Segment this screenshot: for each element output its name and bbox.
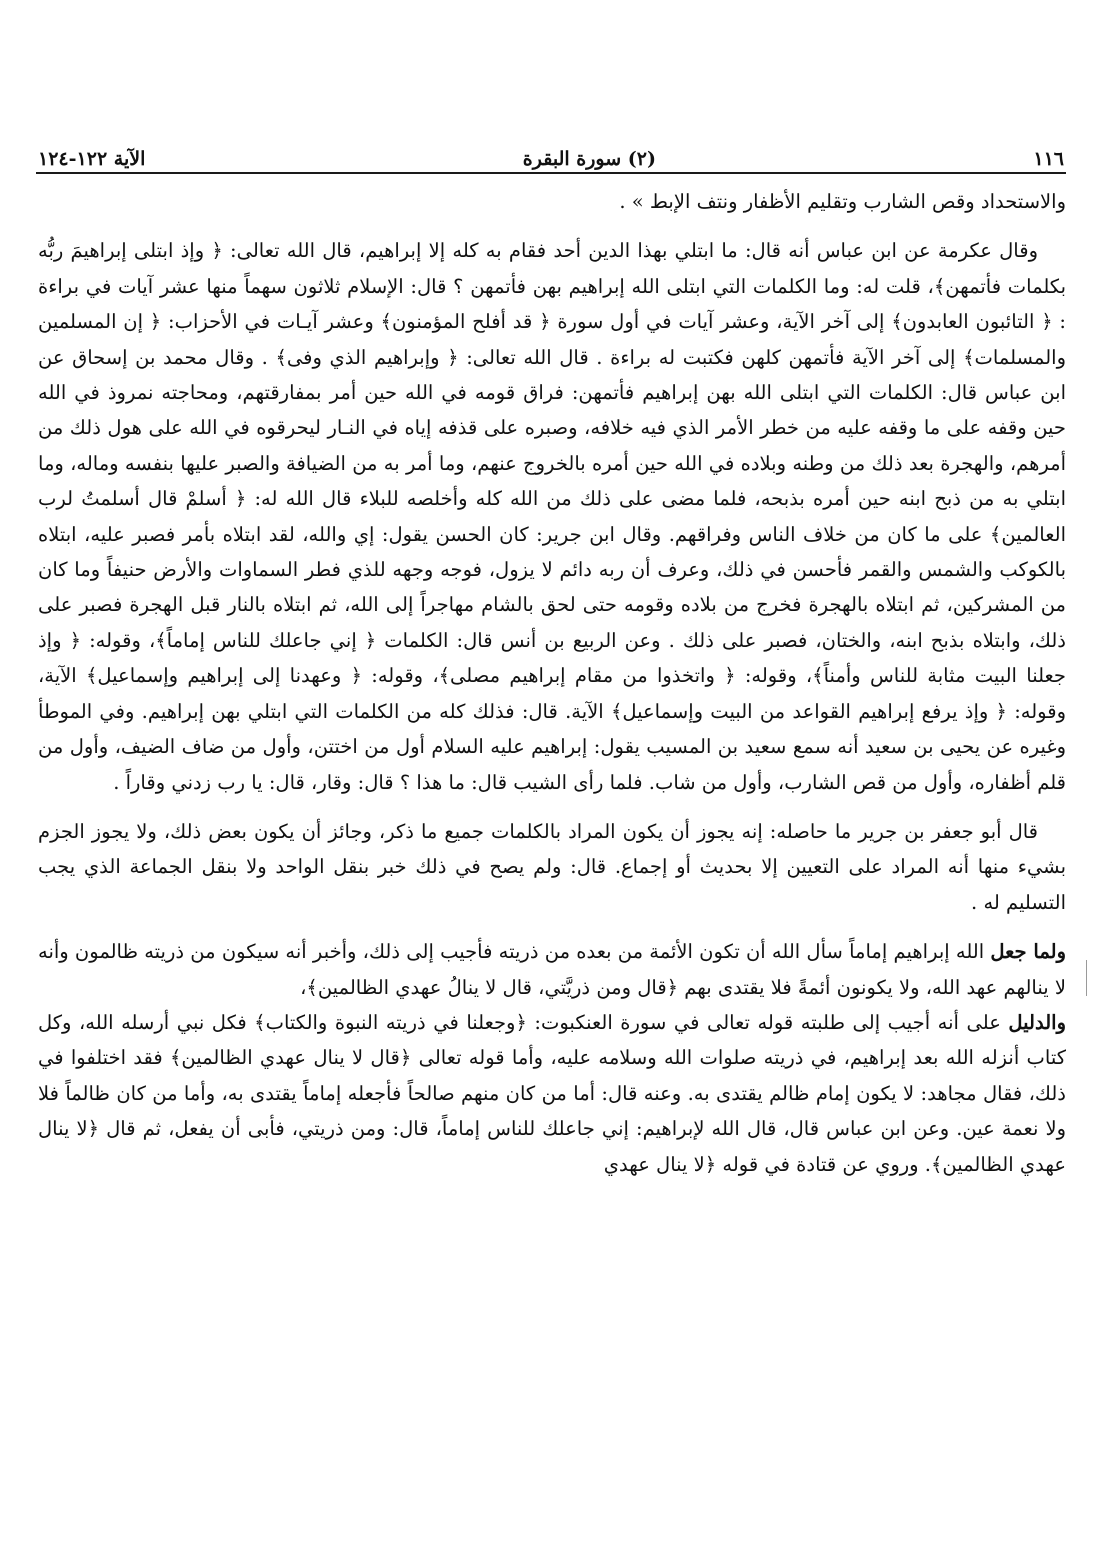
surah-title: (٢) سورة البقرة (522, 148, 656, 170)
paragraph-text: على أنه أجيب إلى طلبته قوله تعالى في سورة العنكبوت: ﴿وجعلنا في ذريته النبوة والكتاب﴾ فكل نبي أرسله الله، وكل كتاب أنزله الله بعد إبراهيم، في ذريته صلوات الله وسلامه عليه، وأما قوله تعالى ﴿قال لا ينال عهدي الظالمين﴾ فقد اختلفوا في ذلك، فقال مجاهد: لا يكون إمام ظالم يقتدى به. وعنه قال: أما من كان منهم صالحاً فأجعله إماماً يقتدى به، وأما من كان ظالماً فلا ولا نعمة عين. وعن ابن عباس قال، قال الله لإبراهيم: إني جاعلك للناس إماماً، قال: ومن ذريتي، فأبى أن يفعل، ثم قال ﴿لا ينال عهدي الظالمين﴾. وروي عن قتادة في قوله ﴿لا ينال عهدي (38, 1010, 1066, 1176)
paragraph-text: والاستحداد وقص الشارب وتقليم الأظفار ونتف الإبط » . (619, 190, 1066, 213)
verse-range: الآية ١٢٢-١٢٤ (38, 148, 146, 170)
paragraph-5 (38, 1005, 1066, 1182)
paragraph-lead: والدليل (1008, 1010, 1066, 1034)
scan-margin-mark (1086, 960, 1087, 996)
paragraph-1 (38, 184, 1066, 219)
paragraph-4 (38, 934, 1066, 1005)
page-header (38, 136, 1064, 170)
body-text (38, 184, 1066, 1538)
paragraph-text: وقال عكرمة عن ابن عباس أنه قال: ما ابتلي بهذا الدين أحد فقام به كله إلا إبراهيم، قال الله تعالى: ﴿ وإذ ابتلى إبراهيمَ ربُّه بكلمات فأتمهن﴾، قلت له: وما الكلمات التي ابتلى الله إبراهيم بهن فأتمهن ؟ قال: الإسلام ثلاثون سهماً منها عشر آيات في براءة : ﴿ التائبون العابدون﴾ إلى آخر الآية، وعشر آيات في أول سورة ﴿ قد أفلح المؤمنون﴾ وعشر آيـات في الأحزاب: ﴿ إن المسلمين والمسلمات﴾ إلى آخر الآية فأتمهن كلهن فكتبت له براءة . قال الله تعالى: ﴿ وإبراهيم الذي وفى﴾ . وقال محمد بن إسحاق عن ابن عباس قال: الكلمات التي ابتلى الله بهن إبراهيم فأتمهن: فراق قومه في الله حين أمر بمفارقتهم، ومحاجته نمروذ في الله حين وقفه على ما وقفه عليه من خطر الأمر الذي فيه خلافه، وصبره على قذفه إياه في النـار ليحرقوه في الله على هول ذلك من أمرهم، والهجرة بعد ذلك من وطنه وبلاده في الله حين أمره بالخروج عنهم، وما أمر به من الضيافة والصبر عليها بنفسه وماله، وما ابتلي به من ذبح ابنه حين أمره بذبحه، فلما مضى على ذلك من الله كله وأخلصه للبلاء قال الله له: ﴿ أسلمْ قال أسلمتُ لرب العالمين﴾ على ما كان من خلاف الناس وفراقهم. وقال ابن جرير: كان الحسن يقول: إي والله، لقد ابتلاه بأمر فصبر عليه، ابتلاه بالكوكب والشمس والقمر فأحسن في ذلك، وعرف أن ربه دائم لا يزول، فوجه وجهه للذي فطر السماوات والأرض حنيفاً وما كان من المشركين، ثم ابتلاه بالهجرة فخرج من بلاده وقومه حتى لحق بالشام مهاجراً إلى الله، ثم ابتلاه بالنار قبل الهجرة فصبر على ذلك، وابتلاه بذبح ابنه، والختان، فصبر على ذلك . وعن الربيع بن أنس قال: الكلمات ﴿ إني جاعلك للناس إماماً﴾، وقوله: ﴿ وإذ جعلنا البيت مثابة للناس وأمناً﴾، وقوله: ﴿ واتخذوا من مقام إبراهيم مصلى﴾، وقوله: ﴿ وعهدنا إلى إبراهيم وإسماعيل﴾ الآية، وقوله: ﴿ وإذ يرفع إبراهيم القواعد من البيت وإسماعيل﴾ الآية. قال: فذلك كله من الكلمات التي ابتلي بهن إبراهيم. وفي الموطأ وغيره عن يحيى بن سعيد أنه سمع سعيد بن المسيب يقول: إبراهيم عليه السلام أول من اختتن، وأول من ضاف الضيف، وأول من قلم أظفاره، وأول من قص الشارب، وأول من شاب. فلما رأى الشيب قال: ما هذا ؟ قال: وقار، قال: يا رب زدني وقاراً . (38, 239, 1066, 794)
paragraph-2 (38, 233, 1066, 800)
page-number: ١١٦ (1033, 148, 1064, 170)
header-rule (36, 172, 1066, 174)
paragraph-3 (38, 814, 1066, 920)
paragraph-text: الله إبراهيم إماماً سأل الله أن تكون الأئمة من بعده من ذريته فأجيب إلى ذلك، وأخبر أنه سيكون من ذريته ظالمون وأنه لا ينالهم عهد الله، ولا يكونون أئمةً فلا يقتدى بهم ﴿قال ومن ذريَّتي، قال لا ينالُ عهدي الظالمين﴾، (38, 940, 1066, 999)
paragraph-text: قال أبو جعفر بن جرير ما حاصله: إنه يجوز أن يكون المراد بالكلمات جميع ما ذكر، وجائز أن يكون بعض ذلك، ولا يجوز الجزم بشيء منها أنه المراد على التعيين إلا بحديث أو إجماع. قال: ولم يصح في ذلك خبر بنقل الواحد ولا بنقل الجماعة الذي يجب التسليم له . (38, 819, 1066, 914)
paragraph-lead: ولما جعل (990, 940, 1066, 964)
